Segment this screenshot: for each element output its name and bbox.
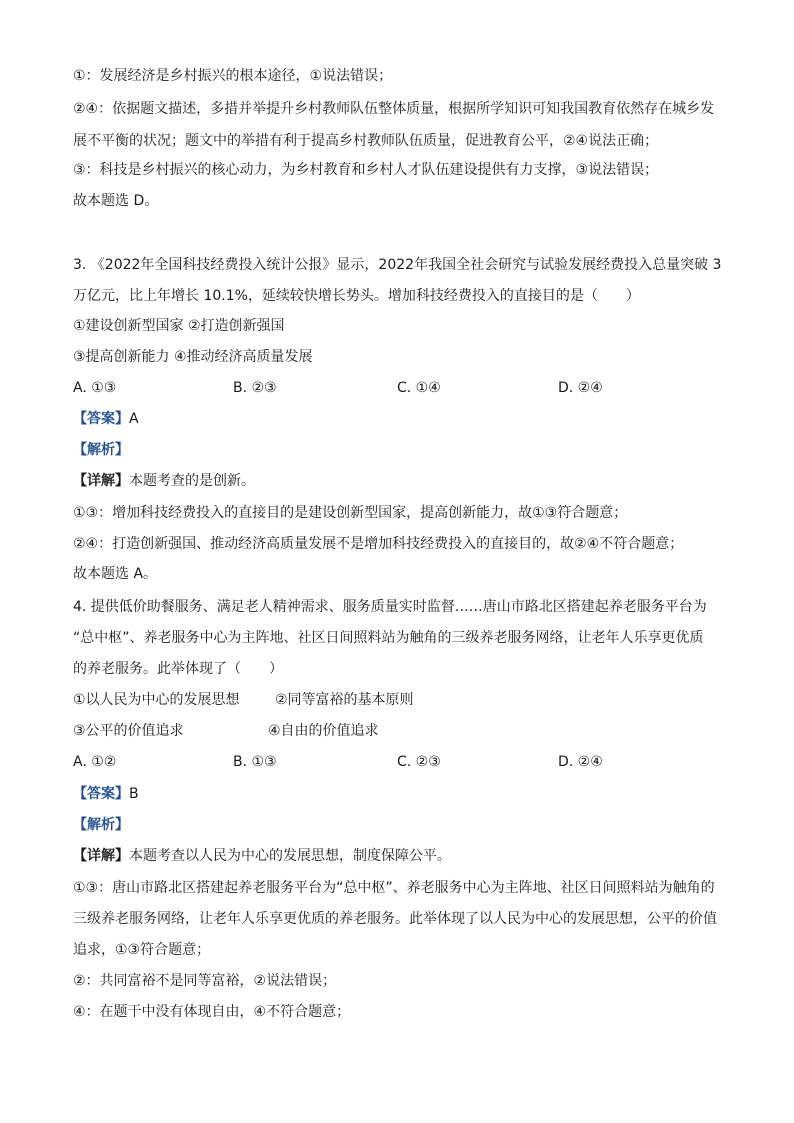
q3-detail: [73, 471, 255, 491]
q4-item-4: ④自由的价值追求: [268, 723, 379, 739]
q4-analysis-heading: 【解析】: [73, 817, 129, 833]
q4-stem-line-3: 的养老服务。此举体现了（ ）: [73, 661, 283, 677]
q3-answer-label: 【答案】: [73, 411, 129, 427]
q4-explanation-line-3: 追求，①③符合题意；: [73, 942, 211, 958]
q3-items-line-2: ③提高创新能力 ④推动经济高质量发展: [73, 349, 313, 365]
prev-explanation-line-3: 展不平衡的状况；题文中的举措有利于提高乡村教师队伍质量，促进教育公平，②④说法正确；: [73, 133, 659, 149]
q3-option-c: C. ①④: [397, 380, 441, 396]
q3-analysis-heading: 【解析】: [73, 442, 129, 458]
q4-detail-text: 本题考查以人民为中心的发展思想，制度保障公平。: [129, 848, 451, 864]
q4-option-b: B. ①③: [233, 754, 277, 770]
q3-explanation-line-1: ①③：增加科技经费投入的直接目的是建设创新型国家，提高创新能力，故①③符合题意；: [73, 505, 628, 521]
q4-item-2: ②同等富裕的基本原则: [275, 692, 414, 708]
q4-answer: [73, 784, 139, 804]
prev-explanation-line-1: ①：发展经济是乡村振兴的根本途径，①说法错误；: [73, 68, 393, 84]
q4-detail: [73, 846, 451, 866]
q4-option-a: A. ①②: [73, 754, 117, 770]
q3-stem-line-1: 3. 《2022年全国科技经费投入统计公报》显示，2022年我国全社会研究与试验发展经费投入总量突破 3: [73, 257, 722, 273]
q3-items-line-1: ①建设创新型国家 ②打造创新强国: [73, 318, 285, 334]
q4-explanation-line-2: 三级养老服务网络，让老年人乐享更优质的养老服务。此举体现了以人民为中心的发展思想，公平的价值: [73, 911, 717, 927]
q3-option-b: B. ②③: [233, 380, 277, 396]
q4-item-1: ①以人民为中心的发展思想: [73, 692, 240, 708]
q3-option-d: D. ②④: [558, 380, 603, 396]
q3-analysis-label: [73, 440, 129, 460]
q4-explanation-line-5: ④：在题干中没有体现自由，④不符合题意；: [73, 1004, 351, 1020]
q3-detail-text: 本题考查的是创新。: [129, 473, 255, 489]
prev-conclusion: 故本题选 D。: [73, 193, 159, 209]
q3-option-a: A. ①③: [73, 380, 117, 396]
q4-stem-line-2: “总中枢”、养老服务中心为主阵地、社区日间照料站为触角的三级养老服务网络，让老年人乐享更优质: [73, 630, 704, 646]
q4-analysis-label: [73, 815, 129, 835]
q3-answer-value: A: [129, 411, 139, 427]
q4-item-3: ③公平的价值追求: [73, 723, 184, 739]
q3-answer: [73, 409, 139, 429]
q4-explanation-line-4: ②：共同富裕不是同等富裕，②说法错误；: [73, 973, 337, 989]
prev-explanation-line-4: ③：科技是乡村振兴的核心动力，为乡村教育和乡村人才队伍建设提供有力支撑，③说法错误；: [73, 162, 659, 178]
q4-option-c: C. ②③: [397, 754, 441, 770]
q3-conclusion: 故本题选 A。: [73, 566, 158, 582]
q4-option-d: D. ②④: [558, 754, 603, 770]
q3-detail-label: 【详解】: [73, 473, 129, 489]
q3-explanation-line-2: ②④：打造创新强国、推动经济高质量发展不是增加科技经费投入的直接目的，故②④不符合题意；: [73, 536, 684, 552]
prev-explanation-line-2: ②④：依据题文描述，多措并举提升乡村教师队伍整体质量，根据所学知识可知我国教育依然存在城乡发: [73, 101, 715, 117]
q3-stem-line-2: 万亿元，比上年增长 10.1%，延续较快增长势头。增加科技经费投入的直接目的是（ ）: [73, 288, 640, 304]
q4-answer-label: 【答案】: [73, 786, 129, 802]
q4-detail-label: 【详解】: [73, 848, 129, 864]
q4-answer-value: B: [129, 786, 139, 802]
q4-explanation-line-1: ①③：唐山市路北区搭建起养老服务平台为“总中枢”、养老服务中心为主阵地、社区日间照料站为触角的: [73, 880, 715, 896]
q4-stem-line-1: 4. 提供低价助餐服务、满足老人精神需求、服务质量实时监督……唐山市路北区搭建起养老服务平台为: [73, 599, 707, 615]
